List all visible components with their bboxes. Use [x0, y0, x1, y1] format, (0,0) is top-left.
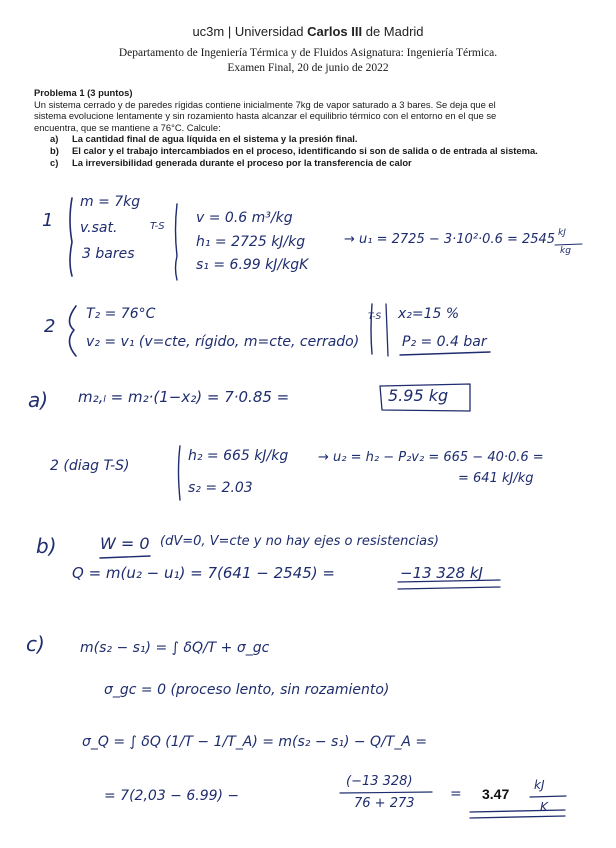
part-c-irreversibility: σ_Q = ∫ δQ (1/T − 1/T_A) = m(s₂ − s₁) − Q/T_A =	[82, 734, 428, 750]
statement-line-1: Un sistema cerrado y de paredes rígidas contiene inicialmente 7kg de vapor saturado a 3 bares. Se deja que el	[34, 98, 496, 110]
state1-pressure: 3 bares	[82, 246, 135, 262]
part-a-equation: m₂,ₗ = m₂·(1−x₂) = 7·0.85 =	[78, 388, 290, 406]
state1-energy: → u₁ = 2725 − 3·10²·0.6 = 2545	[344, 232, 556, 247]
part-a-label: a)	[28, 388, 49, 412]
state1-diagram-ref: T-S	[150, 221, 165, 232]
state2-pressure: P₂ = 0.4 bar	[402, 334, 487, 350]
part-b-work: W = 0	[100, 534, 150, 553]
state2-energy-line1: → u₂ = h₂ − P₂v₂ = 665 − 40·0.6 =	[318, 450, 544, 465]
state2-entropy: s₂ = 2.03	[188, 480, 253, 496]
statement-line-2: sistema evolucione lentamente y sin rozamiento hasta alcanzar el equilibrio térmico con el entorno en el que se	[34, 110, 497, 122]
part-b-heat: Q = m(u₂ − u₁) = 7(641 − 2545) =	[72, 564, 335, 582]
step-2-number: 2	[44, 316, 56, 337]
state2-energy-line2: = 641 kJ/kg	[458, 471, 534, 486]
part-c-fraction-top: (−13 328)	[346, 774, 413, 789]
part-b-work-note: (dV=0, V=cte y no hay ejes o resistencias)	[160, 534, 439, 549]
state1-energy-unit-bottom: kg	[560, 246, 571, 256]
part-b-heat-result: −13 328 kJ	[400, 564, 483, 582]
header-exam-date: Examen Final, 20 de junio de 2022	[227, 62, 389, 74]
state1-entropy: s₁ = 6.99 kJ/kgK	[196, 257, 309, 273]
logo-university: Universidad	[234, 24, 304, 39]
state2-table-label: 2 (diag T-S)	[50, 458, 130, 474]
state2-volume: v₂ = v₁ (v=cte, rígido, m=cte, cerrado)	[86, 334, 360, 350]
part-c-result-unit-bottom: K	[540, 800, 548, 814]
part-c-fraction-bottom: 76 + 273	[354, 796, 415, 811]
logo-suffix: de Madrid	[365, 24, 424, 39]
state1-volume: v = 0.6 m³/kg	[196, 210, 293, 226]
logo-separator: |	[227, 24, 232, 39]
header-department: Departamento de Ingeniería Térmica y de Fluidos Asignatura: Ingeniería Térmica.	[118, 47, 498, 59]
state1-mass: m = 7kg	[80, 194, 141, 210]
part-c-label: c)	[26, 632, 45, 656]
state2-diagram-ref: T-S	[368, 312, 382, 322]
part-a-result: 5.95 kg	[388, 386, 449, 405]
item-c: c) La irreversibilidad generada durante el proceso por la transferencia de calor	[50, 156, 412, 168]
problem-title: Problema 1 (3 puntos)	[34, 87, 133, 98]
state1-energy-unit-top: kJ	[558, 228, 566, 238]
state2-temperature: T₂ = 76°C	[86, 306, 156, 322]
part-b-label: b)	[36, 534, 57, 558]
item-a: a) La cantidad final de agua líquida en el sistema y la presión final.	[50, 133, 358, 145]
state2-quality: x₂=15 %	[398, 306, 460, 322]
state1-enthalpy: h₁ = 2725 kJ/kg	[196, 234, 306, 250]
logo-carlos: Carlos III	[307, 24, 363, 39]
part-c-result: 3.47	[482, 786, 510, 802]
part-c-equals: =	[450, 786, 462, 802]
part-c-substitution: = 7(2,03 − 6.99) −	[104, 788, 240, 804]
logo-prefix: uc3m	[192, 24, 225, 39]
part-c-generation-zero: σ_gc = 0 (proceso lento, sin rozamiento)	[104, 682, 390, 698]
statement-line-3: encuentra, que se mantiene a 76°C. Calcule:	[34, 121, 221, 133]
item-b: b) El calor y el trabajo intercambiados en el proceso, identificando si son de salida o de entrada al sistema.	[50, 144, 538, 156]
state2-enthalpy: h₂ = 665 kJ/kg	[188, 448, 289, 464]
part-c-result-unit-top: kJ	[534, 778, 545, 792]
part-c-entropy-balance: m(s₂ − s₁) = ∫ δQ/T + σ_gc	[80, 640, 270, 656]
step-1-number: 1	[42, 210, 54, 231]
state1-sat: v.sat.	[80, 220, 118, 236]
